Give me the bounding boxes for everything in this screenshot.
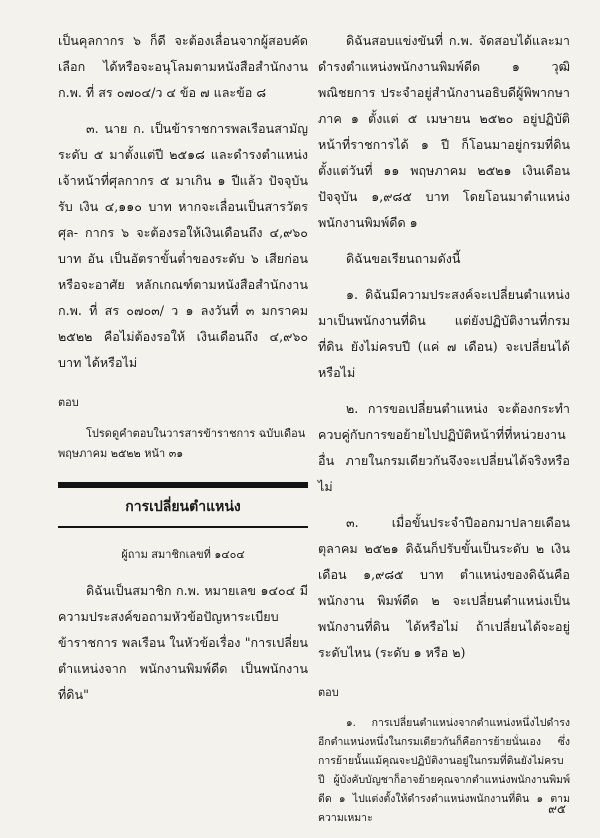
section-divider-bottom bbox=[58, 526, 308, 528]
byline: ผู้ถาม สมาชิกเลขที่ ๑๔๐๔ bbox=[121, 548, 245, 561]
question-3: ๓. เมื่อขั้นประจำปีออกมาปลายเดือน ตุลาคม ๒๕๒๑ ดิฉันก็ปรับขั้นเป็นระดับ ๒ เงินเดือน ๑,๙๘๕ บาท ตำแหน่งของดิฉันคือพนักงาน พิมพ์ดีด ๒ จะเปลี่ยนตำแหน่งเป็นพนักงานที่ดิน ได้หรือไม่ ถ้าเปลี่ยนได้จะอยู่ระดับไหน (ระดับ ๑ หรือ ๒) bbox=[318, 515, 570, 660]
section-divider-top bbox=[58, 482, 308, 488]
answer-label-right: ตอบ bbox=[318, 686, 339, 699]
question-1: ๑. ดิฉันมีความประสงค์จะเปลี่ยนตำแหน่ง มาเป็นพนักงานที่ดิน แต่ยังปฏิบัติงานที่กรมที่ดิน ยังไม่ครบปี (แค่ ๗ เดือน) จะเปลี่ยนได้หรือไม่ bbox=[318, 287, 570, 380]
question-2: ๒. การขอเปลี่ยนตำแหน่ง จะต้องกระทำ ควบคู่กับการขอย้ายไปปฏิบัติหน้าที่ที่หน่วยงานอื่น ภายในกรมเดียวกันจึงจะเปลี่ยนได้จริงหรือไม่ bbox=[318, 401, 570, 494]
page-number: ๙๕ bbox=[548, 802, 566, 816]
left-paragraph-1: เป็นคุลกากร ๖ ก็ดี จะต้องเลื่อนจากผู้สอบคัดเลือก ได้หรือจะอนุโลมตามหนังสือสำนักงาน ก.พ. ที่ สร ๐๗๐๔/ว ๔ ข้อ ๗ และข้อ ๘ bbox=[58, 33, 308, 100]
question-3-paragraph: ๓. นาย ก. เป็นข้าราชการพลเรือนสามัญ ระดับ ๕ มาตั้งแต่ปี ๒๕๑๘ และดำรงตำแหน่ง เจ้าหน้าที่ศุลกากร ๕ มาเกิน ๑ ปีแล้ว ปัจจุบันรับ เงิน ๔,๑๑๐ บาท หากจะเลื่อนเป็นสารวัตรศุล- กากร ๖ จะต้องรอให้เงินเดือนถึง ๔,๙๖๐ บาท อัน เป็นอัตราขั้นต่ำของระดับ ๖ เสียก่อนหรือจะอาศัย หลักเกณฑ์ตามหนังสือสำนักงาน ก.พ. ที่ สร ๐๗๐๓/ ว ๑ ลงวันที่ ๓ มกราคม ๒๕๒๒ คือไม่ต้องรอให้ เงินเดือนถึง ๔,๙๖๐ บาท ได้หรือไม่ bbox=[58, 121, 308, 370]
background-paragraph: ดิฉันสอบแข่งขันที่ ก.พ. จัดสอบได้และมา ดำรงตำแหน่งพนักงานพิมพ์ดีด ๑ วุฒิพณิชยการ ประจำอยู่สำนักงานอธิบดีผู้พิพากษาภาค ๑ ตั้งแต่ ๕ เมษายน ๒๕๒๐ อยู่ปฏิบัติหน้าที่ราชการได้ ๑ ปี ก็โอนมาอยู่กรมที่ดินตั้งแต่วันที่ ๑๑ พฤษภาคม ๒๕๒๑ เงินเดือนปัจจุบัน ๑,๙๘๕ บาท โดยโอนมาตำแหน่ง พนักงานพิมพ์ดีด ๑ bbox=[318, 33, 570, 230]
left-column bbox=[58, 28, 308, 718]
answer-reference: โปรดดูคำตอบในวารสารข้าราชการ ฉบับเดือน พฤษภาคม ๒๕๒๒ หน้า ๓๑ bbox=[58, 427, 306, 460]
questions-intro: ดิฉันขอเรียนถามดังนี้ bbox=[346, 251, 461, 266]
right-column bbox=[318, 28, 570, 838]
answer-1-paragraph: ๑. การเปลี่ยนตำแหน่งจากตำแหน่งหนึ่งไปดำรง อีกตำแหน่งหนึ่งในกรมเดียวกันก็คือการย้ายนั่นเอง ซึ่ง การย้ายนั้นแม้คุณจะปฏิบัติงานอยู่ในกรมที่ดินยังไม่ครบปี ผู้บังคับบัญชาก็อาจย้ายคุณจากตำแหน่งพนักงานพิมพ์ดีด ๑ ไปแต่งตั้งให้ดำรงตำแหน่งพนักงานที่ดิน ๑ ตามความเหมาะ bbox=[318, 717, 570, 824]
intro-paragraph: ดิฉันเป็นสมาชิก ก.พ. หมายเลข ๑๔๐๔ มี ความประสงค์ขอถามหัวข้อปัญหาระเบียบข้าราชการ พลเรือน ในหัวข้อเรื่อง "การเปลี่ยนตำแหน่งจาก พนักงานพิมพ์ดีด เป็นพนักงานที่ดิน" bbox=[58, 583, 308, 702]
answer-label: ตอบ bbox=[58, 396, 79, 409]
section-title: การเปลี่ยนตำแหน่ง bbox=[125, 499, 241, 515]
